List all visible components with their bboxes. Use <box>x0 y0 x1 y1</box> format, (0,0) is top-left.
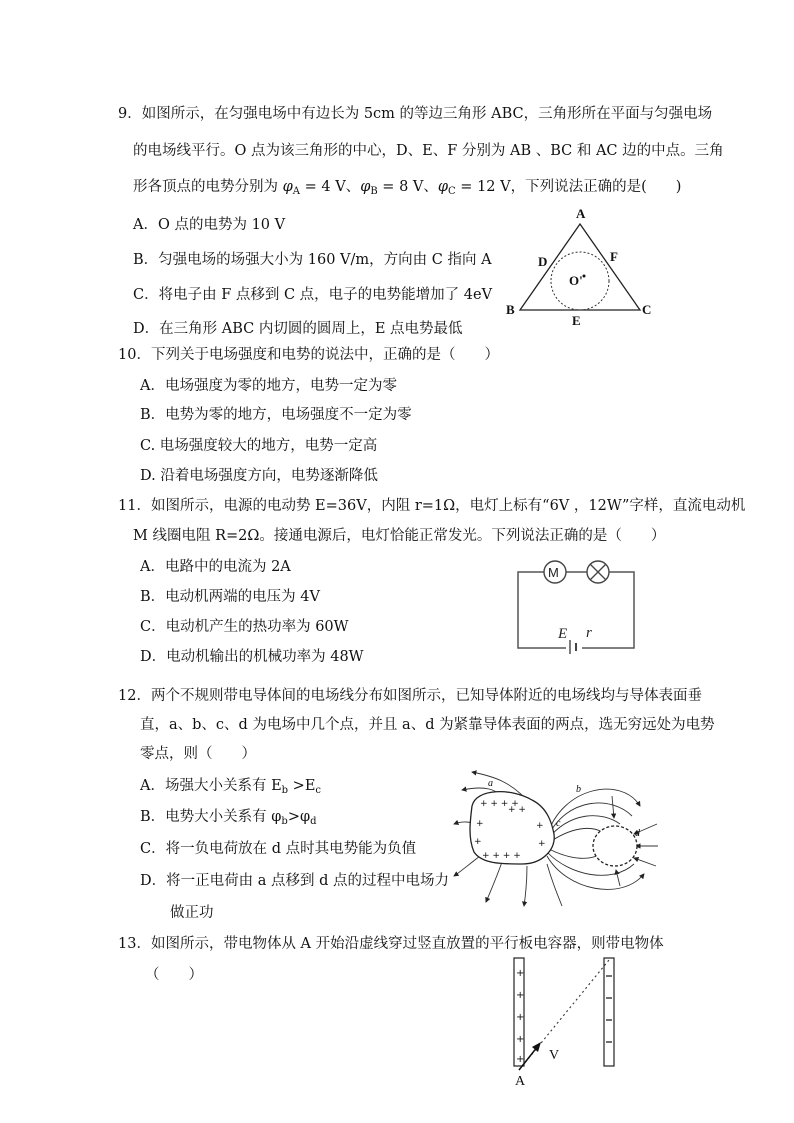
q11-stem-line2: M 线圈电阻 R=2Ω。接通电源后，电灯恰能正常发光。下列说法正确的是（ ） <box>133 528 666 544</box>
q11-emf-label: E <box>558 626 568 642</box>
q11-motor-label: M <box>548 565 559 580</box>
q11-option-c: C．电动机产生的热功率为 60W <box>140 619 349 635</box>
q12-option-c: C．将一负电荷放在 d 点时其电势能为负值 <box>140 841 417 857</box>
svg-text:+: + <box>476 819 484 829</box>
q9-stem-line1: 9．如图所示，在匀强电场中有边长为 5cm 的等边三角形 ABC，三角形所在平面与匀强电场 <box>118 106 713 122</box>
q9-stem-line2: 的电场线平行。O 点为该三角形的中心，D、E、F 分别为 AB 、BC 和 AC 边的中点。三角 <box>133 143 724 159</box>
svg-text:+: + <box>474 837 482 847</box>
q12-option-a: A．场强大小关系有 $E_b >E_c$ <box>140 778 322 796</box>
q12-stem-line1: 12．两个不规则带电导体间的电场线分布如图所示，已知导体附近的电场线均与导体表面垂 <box>118 688 702 704</box>
q12-point-b: b <box>576 784 581 795</box>
q9-option-c: C．将电子由 F 点移到 C 点，电子的电势能增加了 4eV <box>133 287 493 303</box>
q13-label-a: A <box>515 1074 526 1088</box>
svg-text:+: + <box>536 821 544 831</box>
q10-stem: 10．下列关于电场强度和电势的说法中，正确的是（ ） <box>118 347 499 363</box>
q12-stem-line3: 零点，则（ ） <box>140 746 256 762</box>
svg-text:+: + <box>516 1054 525 1065</box>
q12-option-b: B．电势大小关系有 $\varphi_b>\varphi_d$ <box>140 809 317 827</box>
q9-label-e: E <box>572 313 581 328</box>
q10-option-c: C. 电场强度较大的地方，电势一定高 <box>140 438 378 454</box>
q10-option-d: D. 沿着电场强度方向，电势逐渐降低 <box>140 468 378 484</box>
svg-text:+: + <box>516 968 525 979</box>
q9-option-d: D．在三角形 ABC 内切圆的圆周上，E 点电势最低 <box>133 321 463 337</box>
q13-stem-line1: 13．如图所示，带电物体从 A 开始沿虚线穿过竖直放置的平行板电容器，则带电物体 <box>118 936 664 952</box>
q13-capacitor-figure <box>505 954 625 1088</box>
svg-text:+: + <box>538 839 546 849</box>
svg-text:+: + <box>516 1012 525 1023</box>
q11-option-b: B．电动机两端的电压为 4V <box>140 589 320 605</box>
q9-label-d: D <box>538 254 548 269</box>
q11-stem-line1: 11．如图所示，电源的电动势 E=36V，内阻 r=1Ω，电灯上标有“6V ，12W”字样，直流电动机 <box>118 498 746 514</box>
q10-option-b: B．电势为零的地方，电场强度不一定为零 <box>140 407 412 423</box>
q12-field-lines-figure <box>452 766 660 910</box>
svg-text:+ +: + + <box>508 805 526 815</box>
q13-stem-line2: （ ） <box>145 967 203 983</box>
q9-label-f: F <box>610 249 618 264</box>
q9-label-c: C <box>642 302 652 317</box>
q12-point-c: c <box>556 818 561 829</box>
q11-option-d: D．电动机输出的机械功率为 48W <box>140 649 364 665</box>
svg-text:+ + + +: + + + + <box>482 851 521 861</box>
q11-option-a: A．电路中的电流为 2A <box>140 559 291 575</box>
q9-label-o: O' <box>569 273 583 288</box>
q9-triangle-figure <box>500 204 660 328</box>
q12-point-d: d <box>635 828 640 839</box>
q11-resistance-label: r <box>586 625 592 641</box>
q9-option-b: B．匀强电场的场强大小为 160 V/m，方向由 C 指向 A <box>133 252 492 268</box>
q11-circuit-figure <box>514 558 640 654</box>
q12-stem-line2: 直，a、b、c、d 为电场中几个点，并且 a、d 为紧靠导体表面的两点，选无穷远处为电势 <box>140 717 715 733</box>
svg-text:+ + + +: + + + + <box>480 799 519 809</box>
q9-stem-line3: 形各顶点的电势分别为 $\varphi_A = 4$ V、$\varphi_B = 8$ V、$\varphi_C = 12$ V，下列说法正确的是( ) <box>133 179 682 197</box>
q10-option-a: A．电场强度为零的地方，电势一定为零 <box>140 378 397 394</box>
q12-option-d-line1: D．将一正电荷由 a 点移到 d 点的过程中电场力 <box>140 873 449 889</box>
q9-label-b: B <box>506 302 515 317</box>
q9-option-a: A．O 点的电势为 10 V <box>133 217 286 233</box>
svg-text:+: + <box>516 1034 525 1045</box>
q12-point-a: a <box>488 778 493 789</box>
q13-label-v: V <box>549 1048 560 1063</box>
svg-text:+: + <box>516 990 525 1001</box>
q12-option-d-line2: 做正功 <box>170 905 214 921</box>
q9-label-a: A <box>576 206 586 221</box>
